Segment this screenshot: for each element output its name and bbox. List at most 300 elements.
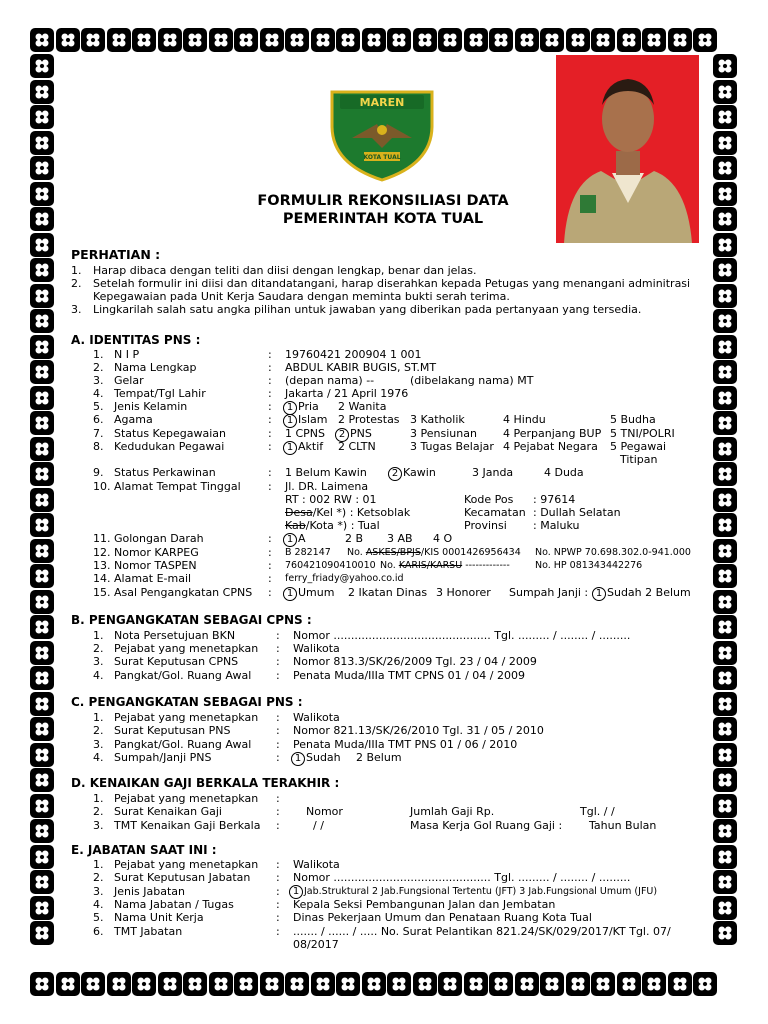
border-tile (713, 564, 737, 588)
row-colon: : (276, 925, 280, 938)
border-tile (713, 794, 737, 818)
row-label: Jenis Kelamin (114, 400, 188, 413)
border-tile (713, 156, 737, 180)
gelar-belakang: (dibelakang nama) MT (410, 374, 534, 387)
border-tile (30, 156, 54, 180)
border-tile (713, 870, 737, 894)
form-title-line2: PEMERINTAH KOTA TUAL (282, 211, 484, 227)
row-colon: : (276, 655, 280, 668)
row-value: Walikota (293, 711, 340, 724)
border-tile (30, 105, 54, 129)
row-num: 4. (93, 387, 104, 400)
taspen-value: 760421090410010 (285, 560, 376, 571)
border-tile (107, 28, 131, 52)
attention-text: Lingkarilah salah satu angka pilihan untuk jawaban yang diberikan pada pertanyaan yang tersedia. (93, 303, 642, 316)
row-colon: : (276, 724, 280, 737)
row-colon: : (276, 669, 280, 682)
maren-logo (322, 86, 442, 182)
sumpah-pns-options (291, 751, 341, 766)
option: Kawin (403, 466, 436, 479)
kodepos-label: Kode Pos (464, 493, 514, 506)
border-tile (713, 743, 737, 767)
selection-circle[interactable]: 1 (289, 885, 303, 899)
attention-text: Harap dibaca dengan teliti dan diisi dengan lengkap, benar dan jelas. (93, 264, 477, 277)
border-tile (132, 28, 156, 52)
row-colon: : (268, 572, 272, 585)
row-value: Nomor 813.3/SK/26/2009 Tgl. 23 / 04 / 2009 (293, 655, 537, 668)
row-num: 3. (93, 655, 104, 668)
border-tile (540, 28, 564, 52)
row-num: 1. (93, 792, 104, 805)
row-label: TMT Jabatan (114, 925, 183, 938)
logo-subtext: KOTA TUAL (363, 154, 401, 161)
row-colon: : (276, 898, 280, 911)
row-colon: : (268, 480, 272, 493)
border-tile (693, 972, 717, 996)
border-tile (464, 28, 488, 52)
border-tile (713, 666, 737, 690)
row-label: Nama Unit Kerja (114, 911, 204, 924)
gelar-depan: (depan nama) -- (285, 374, 375, 387)
selection-circle[interactable]: 1 (283, 587, 297, 601)
border-tile (285, 28, 309, 52)
border-tile (158, 28, 182, 52)
border-tile (387, 28, 411, 52)
row-value: Penata Muda/IIIa TMT CPNS 01 / 04 / 2009 (293, 669, 525, 682)
border-tile (713, 54, 737, 78)
dash-line: ------------- (465, 560, 510, 571)
border-tile (713, 105, 737, 129)
option: Sudah (306, 751, 341, 764)
row-colon: : (268, 374, 272, 387)
logo-text: MAREN (359, 96, 405, 109)
border-left (30, 54, 54, 945)
option: 2 B (345, 532, 364, 545)
row-colon: : (276, 911, 280, 924)
attention-heading: PERHATIAN : (71, 247, 161, 262)
nama-value: ABDUL KABIR BUGIS, ST.MT (285, 361, 437, 374)
row-num: 5. (93, 911, 104, 924)
karpeg-value: B 282147 (285, 547, 331, 558)
row-label: Pangkat/Gol. Ruang Awal (114, 738, 252, 751)
row-num: 3. (93, 819, 104, 832)
border-tile (30, 182, 54, 206)
option: 2 Ikatan Dinas (348, 586, 428, 599)
border-tile (30, 207, 54, 231)
kis-value: /KIS 0001426956434 (420, 547, 521, 558)
row-num: 1. (93, 348, 104, 361)
option: Jab.Struktural 2 Jab.Fungsional Tertentu (JFT) 3 Jab.Fungsional Umum (JFU) (304, 886, 658, 897)
border-tile (713, 335, 737, 359)
border-tile (336, 28, 360, 52)
row-num: 3. (93, 885, 104, 898)
row-colon: : (268, 559, 272, 572)
selection-circle[interactable]: 2 (335, 428, 349, 442)
border-tile (30, 411, 54, 435)
border-tile (362, 972, 386, 996)
row-label: Pejabat yang menetapkan (114, 711, 259, 724)
option: 2 CLTN (338, 440, 376, 453)
border-tile (713, 488, 737, 512)
border-tile (617, 28, 641, 52)
attention-num: 2. (71, 277, 82, 290)
row-colon: : (276, 819, 280, 832)
kab-line (285, 519, 380, 532)
asal-options (283, 586, 334, 601)
email-value: ferry_friady@yahoo.co.id (285, 573, 404, 584)
option: 3 Katholik (410, 413, 465, 426)
border-tile (713, 641, 737, 665)
option: 3 AB (387, 532, 413, 545)
row-colon: : (276, 858, 280, 871)
kawin-option (388, 466, 436, 481)
border-tile (183, 28, 207, 52)
border-tile (30, 488, 54, 512)
row-label: Agama (114, 413, 153, 426)
border-tile (713, 921, 737, 945)
row-colon: : (276, 751, 280, 764)
alamat-rtrw: RT : 002 RW : 01 (285, 493, 377, 506)
option: 3 Honorer (436, 586, 491, 599)
pejabat-value: Walikota (293, 858, 340, 871)
border-tile (30, 717, 54, 741)
attention-num: 3. (71, 303, 82, 316)
row-label: Nama Jabatan / Tugas (114, 898, 234, 911)
border-tile (30, 386, 54, 410)
row-num: 1. (93, 711, 104, 724)
border-tile (234, 972, 258, 996)
unit-value: Dinas Pekerjaan Umum dan Penataan Ruang Kota Tual (293, 911, 592, 924)
row-label: Nama Lengkap (114, 361, 197, 374)
option: 4 Duda (544, 466, 584, 479)
askes-line (347, 546, 521, 559)
option: 4 Pejabat Negara (503, 440, 598, 453)
hp-value: No. HP 081343442276 (535, 560, 643, 571)
row-num: 2. (93, 724, 104, 737)
border-tile (713, 207, 737, 231)
border-tile (30, 54, 54, 78)
row-label: Nomor TASPEN (114, 559, 197, 572)
selection-circle[interactable]: 2 (388, 467, 402, 481)
border-tile (30, 258, 54, 282)
border-tile (30, 564, 54, 588)
border-tile (30, 819, 54, 843)
border-tile (668, 28, 692, 52)
section-d-heading: D. KENAIKAN GAJI BERKALA TERAKHIR : (71, 776, 340, 790)
border-tile (30, 462, 54, 486)
row-label: Nota Persetujuan BKN (114, 629, 236, 642)
border-top (30, 28, 717, 52)
row-num: 1. (93, 858, 104, 871)
border-tile (30, 437, 54, 461)
row-num: 9. (93, 466, 104, 479)
row-label: Nomor KARPEG (114, 546, 199, 559)
sumpah-options (592, 586, 691, 601)
selection-circle[interactable]: 1 (592, 587, 606, 601)
border-tile (387, 972, 411, 996)
section-a-heading: A. IDENTITAS PNS : (71, 333, 201, 347)
option: Titipan (620, 453, 658, 466)
option: Sudah (607, 586, 642, 599)
border-tile (30, 845, 54, 869)
row-colon: : (268, 348, 272, 361)
border-tile (713, 768, 737, 792)
border-tile (30, 539, 54, 563)
row-mid: Masa Kerja Gol Ruang Gaji : (410, 819, 563, 832)
border-tile (693, 28, 717, 52)
sk-value: Nomor ............................................. Tgl. ......... / ........ / ......... (293, 871, 631, 884)
row-num: 4. (93, 751, 104, 764)
row-end: Tahun Bulan (589, 819, 657, 832)
border-tile (30, 309, 54, 333)
struck-text: Desa (285, 506, 313, 519)
border-tile (285, 972, 309, 996)
option: 3 Janda (472, 466, 514, 479)
row-label: Golongan Darah (114, 532, 204, 545)
option: PNS (350, 427, 372, 440)
kecamatan-value: : Dullah Selatan (533, 506, 621, 519)
row-label: Kedudukan Pegawai (114, 440, 225, 453)
border-tile (438, 972, 462, 996)
row-label: Surat Kenaikan Gaji (114, 805, 222, 818)
row-num: 5. (93, 400, 104, 413)
selection-circle[interactable]: 1 (283, 401, 297, 415)
border-tile (489, 972, 513, 996)
row-num: 4. (93, 898, 104, 911)
kecamatan-label: Kecamatan (464, 506, 526, 519)
row-value: Penata Muda/IIIa TMT PNS 01 / 06 / 2010 (293, 738, 518, 751)
selection-circle[interactable]: 1 (283, 533, 297, 547)
border-tile (158, 972, 182, 996)
border-tile (56, 972, 80, 996)
provinsi-label: Provinsi (464, 519, 507, 532)
border-tile (30, 28, 54, 52)
row-colon: : (276, 871, 280, 884)
kota-value: /Kota *) : Tual (305, 519, 380, 532)
border-tile (668, 972, 692, 996)
option: 4 Perpanjang BUP (503, 427, 602, 440)
border-tile (515, 28, 539, 52)
border-tile (30, 743, 54, 767)
border-tile (713, 462, 737, 486)
border-tile (713, 437, 737, 461)
row-num: 14. (93, 572, 111, 585)
border-tile (132, 972, 156, 996)
row-label: Surat Keputusan PNS (114, 724, 231, 737)
border-tile (713, 819, 737, 843)
option: 5 Pegawai (610, 440, 667, 453)
border-tile (56, 28, 80, 52)
border-tile (30, 80, 54, 104)
row-num: 4. (93, 669, 104, 682)
border-tile (642, 972, 666, 996)
row-colon: : (268, 532, 272, 545)
border-tile (713, 539, 737, 563)
border-tile (713, 386, 737, 410)
struck-text: KARIS/KARSU (398, 560, 463, 571)
row-colon: : (276, 885, 280, 898)
border-tile (713, 411, 737, 435)
option: 2 Belum (645, 586, 691, 599)
border-tile (713, 615, 737, 639)
option: 1 Belum Kawin (285, 466, 367, 479)
row-value: Walikota (293, 642, 340, 655)
selection-circle[interactable]: 1 (283, 441, 297, 455)
border-tile (30, 666, 54, 690)
section-c-heading: C. PENGANGKATAN SEBAGAI PNS : (71, 695, 303, 709)
row-colon: : (268, 400, 272, 413)
row-label: TMT Kenaikan Gaji Berkala (114, 819, 261, 832)
border-tile (209, 972, 233, 996)
row-num: 3. (93, 738, 104, 751)
border-tile (183, 972, 207, 996)
option: 5 Budha (610, 413, 656, 426)
row-label: Surat Keputusan Jabatan (114, 871, 251, 884)
row-label: Asal Pengangkatan CPNS (114, 586, 253, 599)
border-tile (260, 28, 284, 52)
option: A (298, 532, 306, 545)
border-tile (713, 513, 737, 537)
row-label: Pejabat yang menetapkan (114, 792, 259, 805)
border-tile (438, 28, 462, 52)
row-num: 15. (93, 586, 111, 599)
attention-text: Kepegawaian pada Unit Kerja Saudara dengan meminta bukti serah terima. (93, 290, 510, 303)
row-num: 2. (93, 642, 104, 655)
border-bottom (30, 972, 717, 996)
option: 4 O (433, 532, 453, 545)
row-label: Status Perkawinan (114, 466, 216, 479)
border-tile (489, 28, 513, 52)
row-label: Surat Keputusan CPNS (114, 655, 239, 668)
profile-photo (556, 55, 699, 243)
row-colon: : (276, 738, 280, 751)
row-num: 6. (93, 413, 104, 426)
row-colon: : (276, 711, 280, 724)
option: 3 Pensiunan (410, 427, 477, 440)
row-colon: : (268, 586, 272, 599)
border-tile (81, 972, 105, 996)
tmt-value-cont: 08/2017 (293, 938, 339, 951)
border-tile (30, 794, 54, 818)
border-tile (413, 972, 437, 996)
kodepos-value: : 97614 (533, 493, 576, 506)
border-tile (311, 28, 335, 52)
struck-text: Kab (285, 519, 306, 532)
row-label: Gelar (114, 374, 144, 387)
nip-value: 19760421 200904 1 001 (285, 348, 422, 361)
option: 3 Tugas Belajar (410, 440, 494, 453)
row-num: 12. (93, 546, 111, 559)
row-num: 3. (93, 374, 104, 387)
row-value: / / (313, 819, 324, 832)
row-label: Pangkat/Gol. Ruang Awal (114, 669, 252, 682)
border-tile (260, 972, 284, 996)
border-tile (566, 972, 590, 996)
row-label: Pejabat yang menetapkan (114, 858, 259, 871)
row-num: 6. (93, 925, 104, 938)
border-tile (30, 615, 54, 639)
alamat-jalan: Jl. DR. Laimena (285, 480, 369, 493)
option: 5 TNI/POLRI (610, 427, 675, 440)
row-num: 8. (93, 440, 104, 453)
border-tile (713, 131, 737, 155)
border-tile (540, 972, 564, 996)
border-right (713, 54, 737, 945)
border-tile (30, 335, 54, 359)
border-tile (81, 28, 105, 52)
border-tile (713, 692, 737, 716)
border-tile (30, 284, 54, 308)
row-num: 7. (93, 427, 104, 440)
row-label: Pejabat yang menetapkan (114, 642, 259, 655)
row-label: Sumpah/Janji PNS (114, 751, 212, 764)
border-tile (30, 768, 54, 792)
row-value: Nomor 821.13/SK/26/2010 Tgl. 31 / 05 / 2010 (293, 724, 544, 737)
option: Aktif (298, 440, 324, 453)
selection-circle[interactable]: 1 (283, 414, 297, 428)
row-colon: : (268, 440, 272, 453)
border-tile (30, 131, 54, 155)
border-tile (413, 28, 437, 52)
row-num: 2. (93, 361, 104, 374)
border-tile (713, 309, 737, 333)
tmt-value: ....... / ...... / ..... No. Surat Pelantikan 821.24/SK/029/2017/KT Tgl. 07/ (293, 925, 671, 938)
row-colon: : (268, 427, 272, 440)
row-label: Alamat E-mail (114, 572, 192, 585)
border-tile (713, 896, 737, 920)
jenis-options (289, 885, 657, 899)
border-tile (362, 28, 386, 52)
border-tile (30, 513, 54, 537)
struck-text: ASKES/BPJS (365, 547, 421, 558)
agama-options (283, 413, 328, 428)
karis-line (380, 559, 510, 572)
option: 1 CPNS (285, 427, 326, 440)
option: 2 Belum (356, 751, 402, 764)
option: Pria (298, 400, 319, 413)
sumpah-label: Sumpah Janji : (509, 586, 589, 599)
row-label: Alamat Tempat Tinggal (114, 480, 241, 493)
selection-circle[interactable]: 1 (291, 752, 305, 766)
option: Umum (298, 586, 335, 599)
border-tile (30, 233, 54, 257)
row-num: 1. (93, 629, 104, 642)
option: 4 Hindu (503, 413, 546, 426)
row-colon: : (276, 792, 280, 805)
border-tile (234, 28, 258, 52)
border-tile (713, 80, 737, 104)
option: 2 Wanita (338, 400, 387, 413)
form-title-line1: FORMULIR REKONSILIASI DATA (257, 193, 509, 209)
provinsi-value: : Maluku (533, 519, 580, 532)
border-tile (591, 28, 615, 52)
border-tile (617, 972, 641, 996)
row-num: 2. (93, 871, 104, 884)
row-colon: : (268, 466, 272, 479)
desa-value: /Kel *) : Ketsoblak (312, 506, 411, 519)
attention-text: Setelah formulir ini diisi dan ditandatangani, harap diserahkan kepada Petugas yang menangani adminitrasi (93, 277, 691, 290)
row-colon: : (276, 629, 280, 642)
row-num: 13. (93, 559, 111, 572)
border-tile (30, 641, 54, 665)
row-value: Nomor (306, 805, 343, 818)
ttl-value: Jakarta / 21 April 1976 (285, 387, 409, 400)
border-tile (30, 896, 54, 920)
row-mid: Jumlah Gaji Rp. (410, 805, 495, 818)
border-tile (515, 972, 539, 996)
no-label: No. (380, 560, 396, 571)
border-tile (209, 28, 233, 52)
